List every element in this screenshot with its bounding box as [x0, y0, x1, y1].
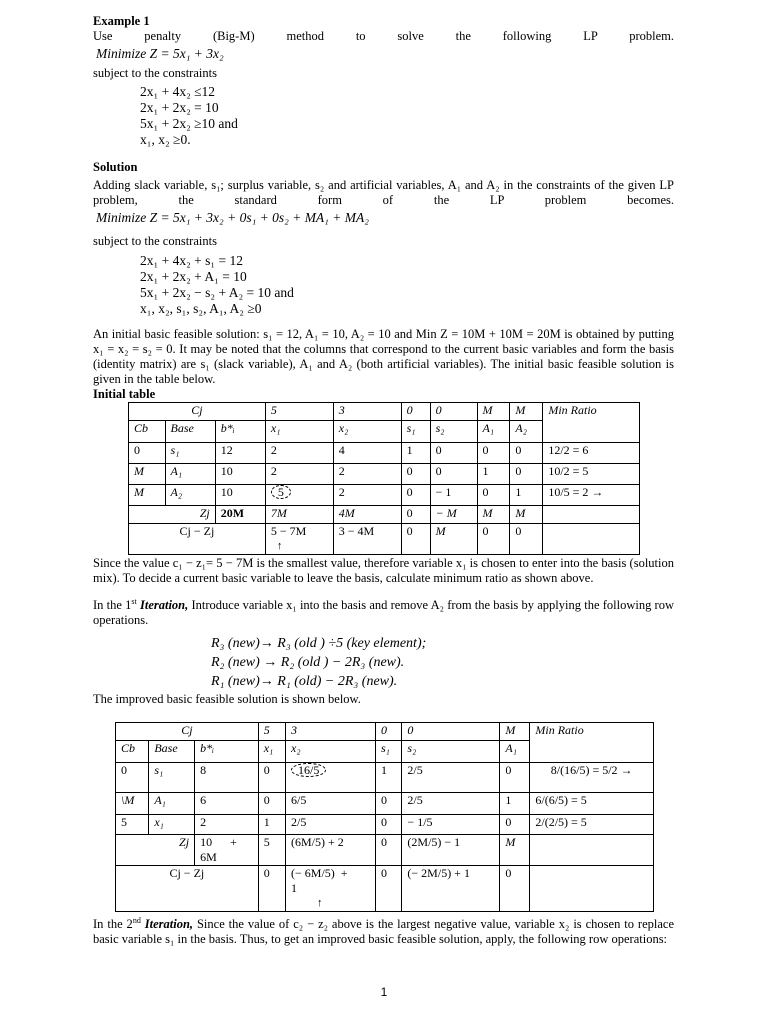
row-operations	[211, 634, 674, 691]
zj-value: 7M	[265, 506, 333, 524]
iter2-text-b: Since the value of c₂ − z₂ above is the largest negative value, variable x₂ is chosen to replace basic variable s₁ in the basis. Thus, to get an improved basic feasible solution, apply, the following row operations:	[93, 917, 674, 947]
cell: 2/5	[402, 763, 500, 793]
initial-simplex-table	[128, 402, 640, 555]
key-element-cell	[265, 485, 333, 506]
cell: 0	[477, 443, 510, 464]
key-element: 16/5	[291, 763, 326, 777]
empty-cell	[530, 835, 654, 866]
cj-label: Cj	[129, 403, 266, 421]
cell: 10/2 = 5	[543, 464, 640, 485]
cell: 0	[375, 793, 401, 815]
cell: 0	[510, 443, 543, 464]
cell: 0	[500, 815, 530, 835]
cell: 2	[195, 815, 259, 835]
cjzj-value: 5 − 7M	[270, 524, 307, 538]
zj-label: Zj	[129, 506, 216, 524]
cell: 1	[401, 443, 430, 464]
cell: 8/(16/5) = 5/2 →	[530, 763, 654, 793]
cjzj-value: 3 − 4M	[333, 524, 401, 555]
solution-text: Adding slack variable, s₁; surplus variable, s₂ and artificial variables, A₁ and A₂ in the constraints of the given LP problem, the standard form of the LP problem becomes.	[93, 178, 674, 207]
col-header: x₂	[286, 741, 376, 763]
cell: 4	[333, 443, 401, 464]
cjzj-value: M	[430, 524, 477, 555]
cell: 0	[510, 464, 543, 485]
cjzj-value: 0	[401, 524, 430, 555]
cell: 1	[510, 485, 543, 506]
cell: 2/5	[286, 815, 376, 835]
cell: M	[129, 464, 166, 485]
cell: s₁	[165, 443, 215, 464]
min-ratio-header: Min Ratio	[543, 403, 640, 443]
up-arrow-icon: ↑	[276, 540, 283, 552]
cell: 10/5 = 2 →	[543, 485, 640, 506]
col-header: x₂	[333, 421, 401, 443]
zj-b: 10 + 6M	[195, 835, 259, 866]
table-row	[116, 793, 654, 815]
cell: 1	[477, 464, 510, 485]
zj-value: 4M	[333, 506, 401, 524]
cell: 12	[215, 443, 265, 464]
cell: 10	[215, 485, 265, 506]
cjzj-value: 0	[500, 866, 530, 912]
std-constraint-3: 5x₁ + 2x₂ − s₂ + A₂ = 10 and	[140, 285, 294, 300]
cell: − 1/5	[402, 815, 500, 835]
cj-value: M	[477, 403, 510, 421]
constraint-2: 2x₁ + 2x₂ = 10	[140, 100, 219, 115]
col-header: x₁	[265, 421, 333, 443]
cjzj-value-entering	[265, 524, 333, 555]
col-header: s₁	[401, 421, 430, 443]
cj-value: M	[510, 403, 543, 421]
cj-value: 3	[286, 723, 376, 741]
cj-value: 0	[375, 723, 401, 741]
since-text-1: Since the value c₁ − z₁= 5 − 7M is the smallest value, therefore variable x₁ is chosen to enter into the basis (solution mix). To decide a current basic variable to leave the basis, calculate minimum ratio as shown above.	[93, 556, 674, 585]
cj-value: 0	[430, 403, 477, 421]
cj-zj-row	[129, 524, 640, 555]
cjzj-value: 0	[375, 866, 401, 912]
cell: 6/(6/5) = 5	[530, 793, 654, 815]
cj-value: 5	[265, 403, 333, 421]
cell: 0	[401, 464, 430, 485]
cell: 8	[195, 763, 259, 793]
standard-objective: Minimize Z = 5x₁ + 3x₂ + 0s₁ + 0s₂ + MA₁ + MA₂	[96, 210, 369, 225]
row-op-3: R₁ (new)→ R₁ (old) − 2R₃ (new).	[211, 674, 398, 690]
std-constraint-1: 2x₁ + 4x₂ + s₁ = 12	[140, 253, 243, 268]
subject-to-label: subject to the constraints	[93, 66, 217, 80]
cell: A₁	[149, 793, 195, 815]
iter2-sup: nd	[132, 916, 141, 926]
cell: 2/5	[402, 793, 500, 815]
cell: 2	[265, 443, 333, 464]
col-header: b*ᵢ	[195, 741, 259, 763]
cell: 6	[195, 793, 259, 815]
solution-title: Solution	[93, 160, 138, 174]
page-number: 1	[380, 985, 388, 999]
iteration-1-text	[93, 594, 674, 628]
zj-row	[116, 835, 654, 866]
zj-value: M	[510, 506, 543, 524]
zj-value: − M	[430, 506, 477, 524]
ibfs-text: An initial basic feasible solution: s₁ = 12, A₁ = 10, A₂ = 10 and Min Z = 10M + 10M = 20M is obtained by putting x₁ = x₂ = s₂ = 0. It may be noted that the columns that correspond to the current basic variables and form the basis (identity matrix) are s₁ (slack variable), A₁ and A₂ (both artificial variables). The initial basic feasible solution is given in the table below.	[93, 327, 674, 386]
col-header: A₁	[500, 741, 530, 763]
cell: 0	[258, 763, 285, 793]
cell: 0	[258, 793, 285, 815]
empty-cell	[543, 524, 640, 555]
cj-value: 0	[401, 403, 430, 421]
cell: x₁	[149, 815, 195, 835]
improved-text: The improved basic feasible solution is shown below.	[93, 692, 361, 707]
cell: 2	[333, 464, 401, 485]
table-row	[129, 485, 640, 506]
cell: 0	[129, 443, 166, 464]
col-header: x₁	[258, 741, 285, 763]
objective-function: Minimize Z = 5x₁ + 3x₂	[96, 46, 224, 61]
cell: 10	[215, 464, 265, 485]
zj-value: M	[500, 835, 530, 866]
col-header: A₁	[477, 421, 510, 443]
cell: 2	[265, 464, 333, 485]
constraint-1: 2x₁ + 4x₂ ≤12	[140, 84, 216, 99]
cj-value: M	[500, 723, 530, 741]
cell: 1	[258, 815, 285, 835]
cell: − 1	[430, 485, 477, 506]
cjzj-label: Cj − Zj	[116, 866, 259, 912]
constraint-4: x₁, x₂ ≥0.	[140, 132, 191, 147]
cell: \M	[116, 793, 149, 815]
cell: 1	[375, 763, 401, 793]
zj-value: (6M/5) + 2	[286, 835, 376, 866]
col-header: s₂	[430, 421, 477, 443]
cell: 0	[477, 485, 510, 506]
cj-value: 3	[333, 403, 401, 421]
cj-value: 5	[258, 723, 285, 741]
min-ratio-header: Min Ratio	[530, 723, 654, 763]
iteration-2-text	[93, 913, 674, 947]
zj-row	[129, 506, 640, 524]
constraints-standard	[140, 253, 674, 317]
up-arrow-icon: ↑	[317, 897, 323, 910]
cell: M	[129, 485, 166, 506]
key-element-cell	[286, 763, 376, 793]
cjzj-value-entering	[286, 866, 376, 912]
cjzj-value: 0	[477, 524, 510, 555]
cell: 5	[116, 815, 149, 835]
subject-to-label-2: subject to the constraints	[93, 234, 217, 248]
table-row	[129, 464, 640, 485]
cell: 0	[116, 763, 149, 793]
col-header: Base	[149, 741, 195, 763]
zj-value: 5	[258, 835, 285, 866]
iter1-text-b: Introduce variable x₁ into the basis and remove A₂ from the basis by applying the following row operations.	[93, 598, 674, 628]
row-op-1: R₃ (new)→ R₃ (old ) ÷5 (key element);	[211, 636, 427, 652]
cell: 0	[500, 763, 530, 793]
cjzj-value: 0	[510, 524, 543, 555]
zj-value: 0	[401, 506, 430, 524]
document-page	[93, 14, 674, 947]
table-row	[116, 815, 654, 835]
cell: 12/2 = 6	[543, 443, 640, 464]
cjzj-value: (− 2M/5) + 1	[402, 866, 500, 912]
cell: 2	[333, 485, 401, 506]
empty-cell	[543, 506, 640, 524]
iter1-text-a: In the 1	[93, 598, 132, 613]
col-header: s₂	[402, 741, 500, 763]
std-constraint-2: 2x₁ + 2x₂ + A₁ = 10	[140, 269, 247, 284]
initial-table-title: Initial table	[93, 387, 156, 401]
cj-value: 0	[402, 723, 500, 741]
cj-row	[129, 403, 640, 421]
row-op-2: R₂ (new) → R₂ (old ) − 2R₃ (new).	[211, 655, 405, 671]
cell: 0	[375, 815, 401, 835]
cj-zj-row	[116, 866, 654, 912]
cell: 0	[430, 443, 477, 464]
iter2-bold: Iteration,	[144, 917, 194, 932]
cell: 0	[401, 485, 430, 506]
col-header: A₂	[510, 421, 543, 443]
cell: s₁	[149, 763, 195, 793]
cj-row	[116, 723, 654, 741]
cell: 0	[430, 464, 477, 485]
cj-label: Cj	[116, 723, 259, 741]
table-row	[116, 763, 654, 793]
std-constraint-4: x₁, x₂, s₁, s₂, A₁, A₂ ≥0	[140, 301, 262, 316]
constraint-3: 5x₁ + 2x₂ ≥10 and	[140, 116, 238, 131]
col-header: b*ᵢ	[215, 421, 265, 443]
cjzj-value: (− 6M/5) + 1	[291, 866, 348, 896]
cell: A₁	[165, 464, 215, 485]
zj-b: 20M	[215, 506, 265, 524]
zj-label: Zj	[116, 835, 195, 866]
iter2-text-a: In the 2	[93, 917, 133, 932]
constraints-original	[140, 84, 674, 148]
cell: 1	[500, 793, 530, 815]
cell: A₂	[165, 485, 215, 506]
zj-value: M	[477, 506, 510, 524]
cell: 6/5	[286, 793, 376, 815]
iter1-sup: st	[131, 597, 137, 606]
cjzj-value: 0	[258, 866, 285, 912]
col-header: Base	[165, 421, 215, 443]
col-header: s₁	[375, 741, 401, 763]
zj-value: 0	[375, 835, 401, 866]
col-header: Cb	[116, 741, 149, 763]
zj-value: (2M/5) − 1	[402, 835, 500, 866]
col-header: Cb	[129, 421, 166, 443]
iteration-1-table	[115, 722, 654, 912]
key-element: 5	[271, 485, 291, 499]
example-title: Example 1	[93, 14, 150, 28]
cell: 2/(2/5) = 5	[530, 815, 654, 835]
problem-intro: Use penalty (Big-M) method to solve the following LP problem.	[93, 29, 674, 43]
empty-cell	[530, 866, 654, 912]
cjzj-label: Cj − Zj	[129, 524, 266, 555]
table-row	[129, 443, 640, 464]
iter1-bold: Iteration,	[139, 598, 189, 613]
